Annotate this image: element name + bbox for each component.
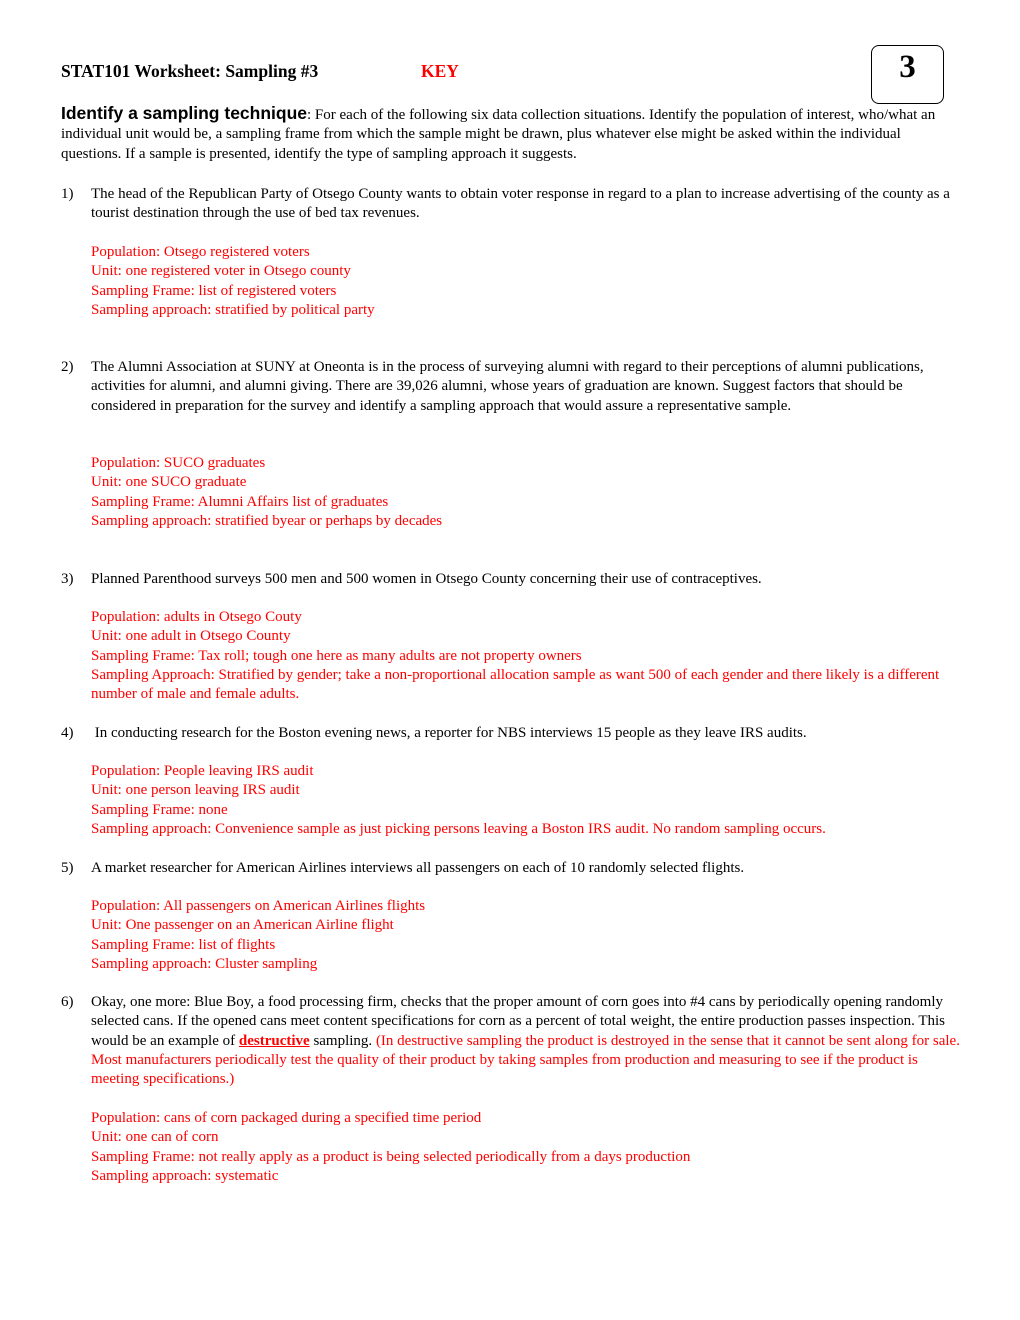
answer-population: Population: SUCO graduates — [91, 455, 266, 471]
question-number: 5) — [61, 860, 74, 876]
answer-sampling-frame: Sampling Frame: none — [91, 801, 228, 818]
question-text: The Alumni Association at SUNY at Oneonta is in the process of surveying alumni with regard to their perceptions of alumni publications, activities for alumni, and alumni giving. There are 39,026 alumni, whose years of graduation are known. Suggest factors that should be considered in preparation for the survey and identify a sampling approach that would assure a representative sample. — [91, 359, 924, 414]
question-number: 4) — [61, 725, 74, 741]
answer-population: Population: Otsego registered voters — [91, 244, 310, 260]
answer-unit: Unit: one SUCO graduate — [91, 474, 247, 491]
answer-population: Population: People leaving IRS audit — [91, 763, 314, 779]
question-text: In conducting research for the Boston evening news, a reporter for NBS interviews 15 people as they leave IRS audits. — [91, 725, 807, 741]
answer-sampling-approach: Sampling approach: stratified byear or perhaps by decades — [91, 512, 443, 529]
question-text-before: Okay, one more: Blue Boy, a food processing firm, checks that the proper amount of corn goes into #4 cans by periodically opening randomly selected cans. If the opened cans meet content specifications for corn as a percent of total weight, the entire production passes inspection. This would be an example of — [91, 994, 946, 1049]
question-4 — [61, 724, 966, 743]
answer-sampling-approach: Sampling approach: systematic — [91, 1167, 279, 1184]
answer-block-3 — [91, 608, 961, 704]
question-number: 3) — [61, 571, 74, 587]
worksheet-number-box: 3 — [871, 45, 944, 104]
answer-sampling-approach: Sampling approach: Convenience sample as just picking persons leaving a Boston IRS audit. No random sampling occurs. — [91, 820, 826, 837]
answer-sampling-approach: Sampling approach: stratified by political party — [91, 301, 375, 318]
answer-sampling-frame: Sampling Frame: not really apply as a product is being selected periodically from a days production — [91, 1148, 691, 1165]
question-number: 6) — [61, 994, 74, 1010]
answer-population: Population: All passengers on American Airlines flights — [91, 898, 426, 914]
answer-unit: Unit: one adult in Otsego County — [91, 628, 291, 645]
answer-block-1 — [91, 243, 961, 320]
answer-unit: Unit: one can of corn — [91, 1129, 219, 1146]
question-1 — [61, 185, 966, 224]
key-label: KEY — [421, 61, 459, 81]
answer-block-5 — [91, 897, 961, 974]
destructive-explanation: (In destructive sampling the product is destroyed in the sense that it cannot be sent along for sale. Most manufacturers periodically test the quality of their product by taking samples from production and measuring to see if the product is meeting specifications.) — [91, 1032, 960, 1088]
answer-block-4 — [91, 762, 961, 839]
question-text — [91, 993, 966, 1089]
instructions — [61, 104, 961, 164]
answer-sampling-approach: Sampling Approach: Stratified by gender; take a non-proportional allocation sample as want 500 of each gender and there likely is a different number of male and female adults. — [91, 666, 940, 703]
answer-block-6 — [91, 1109, 961, 1186]
answer-block-2 — [91, 454, 961, 531]
page-title: STAT101 Worksheet: Sampling #3 — [61, 61, 319, 81]
answer-population: Population: adults in Otsego Couty — [91, 609, 302, 625]
answer-sampling-approach: Sampling approach: Cluster sampling — [91, 955, 318, 972]
instructions-lead: Identify a sampling technique — [61, 103, 308, 123]
question-5 — [61, 859, 966, 878]
destructive-term: destructive — [238, 1032, 310, 1049]
question-text: The head of the Republican Party of Otsego County wants to obtain voter response in regard to a plan to increase advertising of the county as a tourist destination through the use of bed tax revenues. — [91, 186, 950, 222]
answer-sampling-frame: Sampling Frame: Tax roll; tough one here as many adults are not property owners — [91, 647, 582, 664]
answer-sampling-frame: Sampling Frame: list of registered voters — [91, 282, 337, 299]
question-text: Planned Parenthood surveys 500 men and 500 women in Otsego County concerning their use of contraceptives. — [91, 571, 762, 587]
question-text-after: sampling. — [309, 1032, 376, 1049]
instructions-text: : For each of the following six data collection situations. Identify the population of interest, who/what an individual unit would be, a sampling frame from which the sample might be drawn, plus whatever else might be asked within the individual questions. If a sample is presented, identify the type of sampling approach it suggests. — [61, 107, 936, 162]
answer-unit: Unit: one registered voter in Otsego county — [91, 263, 351, 280]
answer-sampling-frame: Sampling Frame: Alumni Affairs list of graduates — [91, 493, 389, 510]
question-2 — [61, 358, 966, 416]
question-6 — [61, 993, 966, 1089]
question-3 — [61, 570, 966, 589]
question-text: A market researcher for American Airlines interviews all passengers on each of 10 randomly selected flights. — [91, 860, 745, 876]
answer-unit: Unit: one person leaving IRS audit — [91, 782, 300, 799]
answer-unit: Unit: One passenger on an American Airline flight — [91, 917, 394, 934]
question-number: 2) — [61, 359, 74, 375]
answer-population: Population: cans of corn packaged during a specified time period — [91, 1110, 482, 1126]
answer-sampling-frame: Sampling Frame: list of flights — [91, 936, 276, 953]
question-number: 1) — [61, 186, 74, 202]
